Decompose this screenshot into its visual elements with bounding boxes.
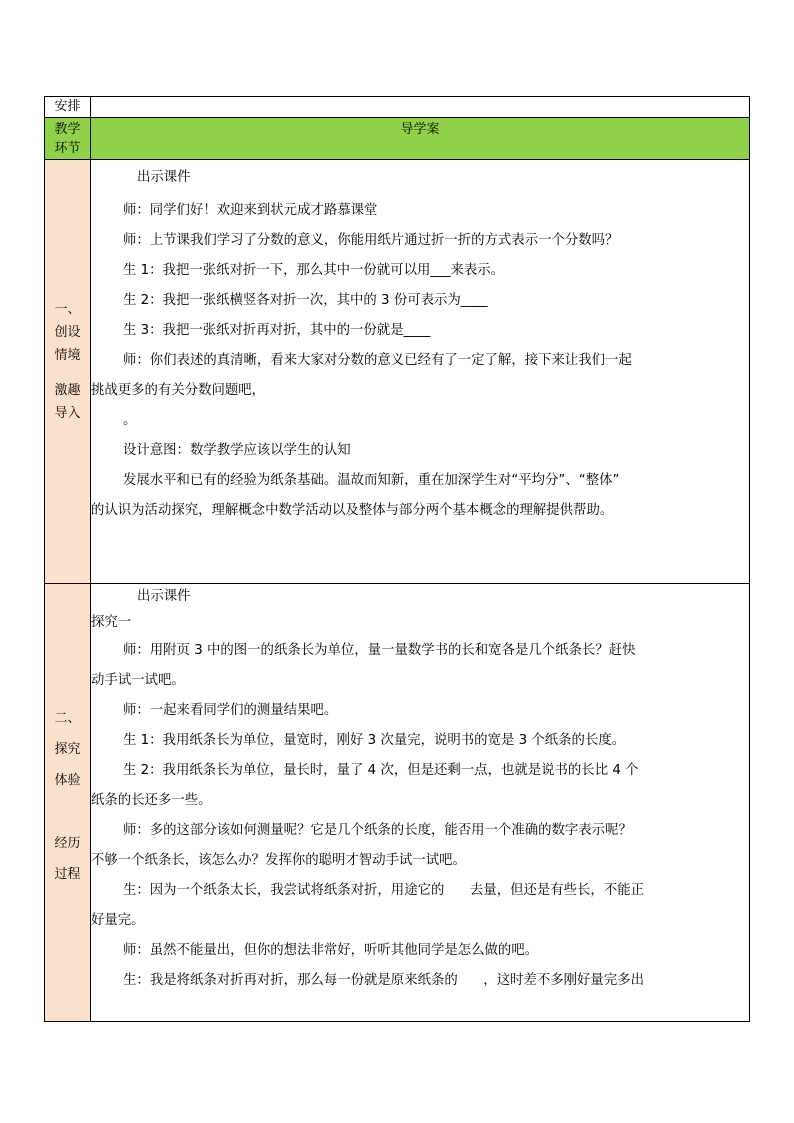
content-line: 生 1：我把一张纸对折一下，那么其中一份就可以用___来表示。 [123, 263, 505, 278]
content-line: 出示课件 [137, 170, 191, 185]
content-line: 的认识为活动探究，理解概念中数学活动以及整体与部分两个基本概念的理解提供帮助。 [91, 503, 614, 518]
content-line: 师：上节课我们学习了分数的意义，你能用纸片通过折一折的方式表示一个分数吗？ [123, 233, 619, 248]
content-line: 师：一起来看同学们的测量结果吧。 [123, 703, 338, 718]
section2-label-line: 探究 [54, 742, 81, 757]
section1-label-line [45, 365, 90, 377]
section1-label [45, 160, 91, 584]
section2-label-line: 二、 [54, 711, 81, 726]
section1-label-line: 激趣 [54, 383, 81, 398]
section1-label-line: 创设 [54, 325, 81, 340]
content-line: 不够一个纸条长，该怎么办？发挥你的聪明才智动手试一试吧。 [91, 853, 466, 868]
section2-content [91, 584, 750, 1022]
section2-row [45, 584, 750, 1022]
content-line: 生 2：我把一张纸横竖各对折一次，其中的 3 份可表示为____ [123, 293, 488, 308]
section2-label-line: 过程 [54, 867, 81, 882]
content-line: 师：同学们好！欢迎来到状元成才路慕课堂 [123, 203, 378, 218]
content-line: 生 1：我用纸条长为单位，量宽时，刚好 3 次量完，说明书的宽是 3 个纸条的长度。 [123, 733, 626, 748]
stage-header-line2: 环节 [54, 140, 81, 156]
content-line: 师：多的这部分该如何测量呢？它是几个纸条的长度，能否用一个准确的数字表示呢？ [123, 823, 632, 838]
content-line: 挑战更多的有关分数问题吧， [91, 383, 266, 398]
content-line: 生：因为一个纸条太长，我尝试将纸条对折，用途它的 去量，但还是有些长，不能正 [123, 883, 644, 898]
content-line: 发展水平和已有的经验为纸条基础。温故而知新，重在加深学生对“平均分”、“整体” [123, 473, 620, 488]
content-line: 探究一 [91, 615, 132, 630]
content-line: 动手试一试吧。 [91, 673, 185, 688]
section1-label-line: 一、 [54, 302, 81, 317]
arrange-content [91, 97, 750, 118]
content-line: 。 [123, 413, 137, 428]
section1-row [45, 160, 750, 584]
content-line: 师：用附页 3 中的图一的纸条长为单位，量一量数学书的长和宽各是几个纸条长？赶快 [123, 643, 636, 658]
content-line: 生 2：我用纸条长为单位，量长时，量了 4 次，但是还剩一点，也就是说书的长比 4 个 [123, 763, 639, 778]
content-line: 出示课件 [137, 589, 191, 604]
section1-label-line: 情境 [54, 348, 81, 363]
section1-label-line: 导入 [54, 406, 81, 421]
content-line: 纸条的长还多一些。 [91, 793, 212, 808]
header-row [45, 118, 750, 160]
content-line: 师：虽然不能量出，但你的想法非常好，听听其他同学是怎么做的吧。 [123, 943, 539, 958]
content-line: 师：你们表述的真清晰，看来大家对分数的意义已经有了一定了解，接下来让我们一起 [123, 353, 632, 368]
section2-label [45, 584, 91, 1022]
stage-header-label [45, 118, 91, 160]
section1-content [91, 160, 750, 584]
stage-header-line1: 教学 [54, 121, 81, 137]
content-line: 生 3：我把一张纸对折再对折，其中的一份就是____ [123, 323, 431, 338]
lesson-table [44, 96, 750, 1022]
guide-title: 导学案 [91, 118, 750, 160]
section2-label-line: 体验 [54, 773, 81, 788]
content-line: 好量完。 [91, 913, 145, 928]
arrange-label: 安排 [45, 97, 91, 118]
arrange-row [45, 97, 750, 118]
section2-label-line: 经历 [54, 836, 81, 851]
content-line: 生：我是将纸条对折再对折，那么每一份就是原来纸条的 ，这时差不多刚好量完多出 [123, 973, 644, 988]
content-line: 设计意图：数学教学应该以学生的认知 [123, 443, 351, 458]
